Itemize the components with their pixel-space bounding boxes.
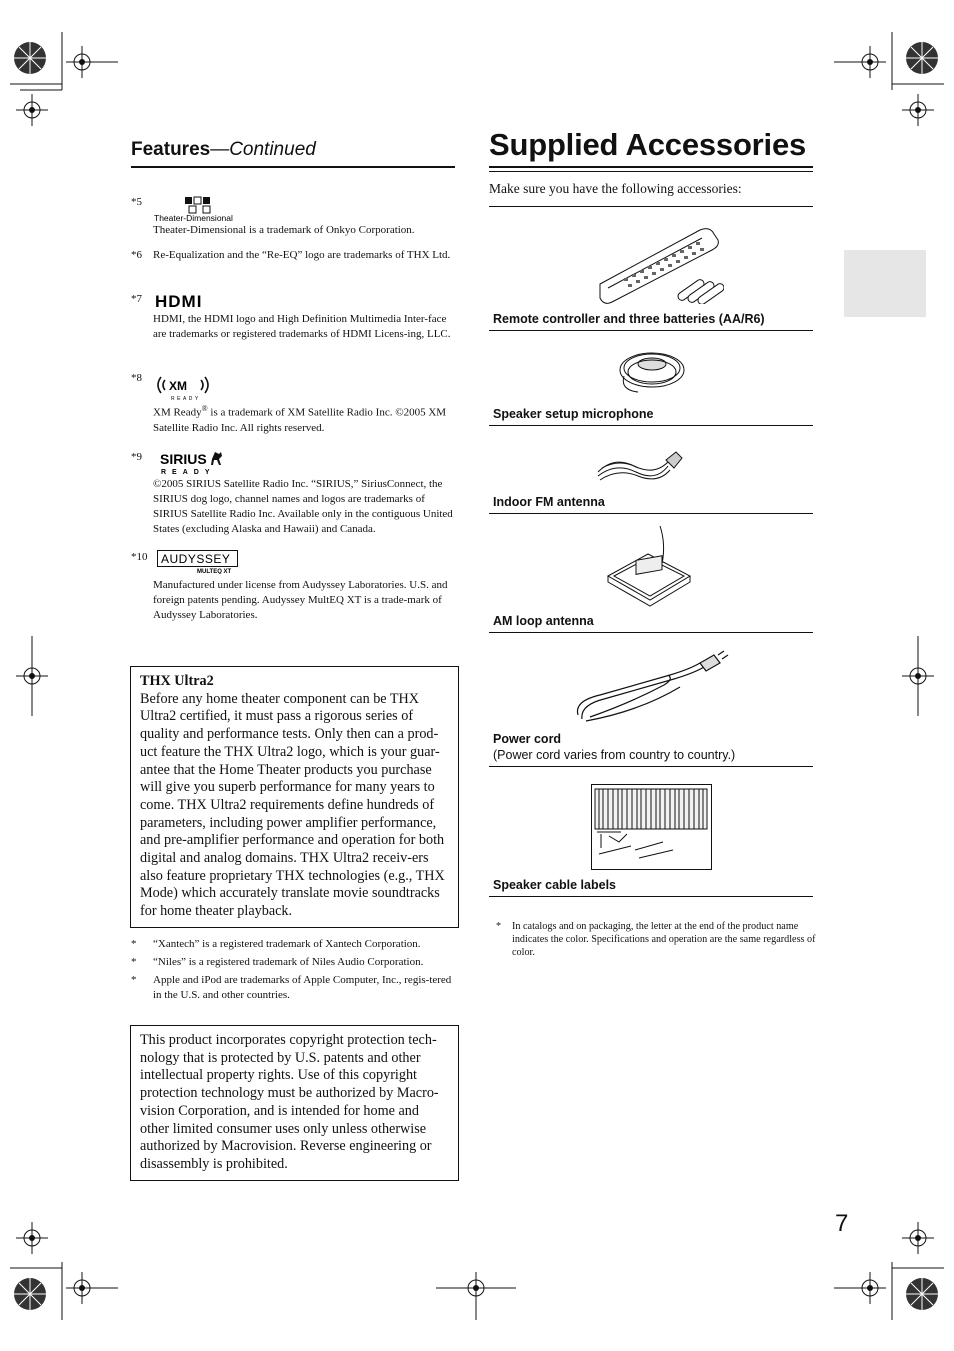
section-rule: [489, 896, 813, 897]
theater-dimensional-icon: [153, 195, 243, 223]
fm-antenna-illustration: [594, 446, 686, 488]
audyssey-logo: [157, 550, 456, 578]
copyright-box-text: This product incorporates copyright protection tech-nology that is protected by U.S. patents and other intellectual property rights. Use of this copyright protection technology must be authorized by Macro-vision Corporation, and is intended for home and other limited consumer uses only unless otherwise authorized by Macrovision. Reverse engineering or disassembly is prohibited.: [140, 1032, 439, 1172]
title-rule-thin: [489, 171, 813, 172]
svg-text:Theater-Dimensional: Theater-Dimensional: [154, 213, 233, 223]
trademark-note-9: [131, 450, 456, 537]
footnote-text: In catalogs and on packaging, the letter at the end of the product name indicates the color. Specifications and operation are the same regardless of color.: [512, 921, 816, 958]
page-number: 7: [835, 1210, 849, 1237]
thx-box-text: Before any home theater component can be THX Ultra2 certified, it must pass a rigorous series of quality and performance tests. Only then can a prod-uct feature the THX Ultra2 logo, which is your guar-antee that the Home Theater products you purchase will give you superb performance for many years to come. THX Ultra2 requirements define hundreds of parameters, including power amplifier performance, and pre-amplifier performance and operation for both digital and analog domains. THX Ultra2 receiv-ers also feature proprietary THX technologies (e.g., THX Mode) which accurately translate movie soundtracks for home theater playback.: [140, 690, 445, 920]
section-rule: [489, 330, 813, 331]
microphone-illustration: [614, 346, 690, 396]
trademark-notes: [131, 937, 456, 1006]
trademark-note-6: [131, 248, 456, 263]
section-rule: [489, 766, 813, 767]
theater-dimensional-logo: [153, 195, 456, 223]
trademark-note-5: [131, 195, 456, 238]
accessory-label: Power cord: [493, 732, 562, 746]
section-rule: [489, 425, 813, 426]
audyssey-icon: [157, 550, 241, 574]
note-item: * Apple and iPod are trademarks of Apple Computer, Inc., regis-tered in the U.S. and other countries.: [131, 974, 452, 1001]
section-heading: [131, 139, 316, 161]
color-footnote: [496, 920, 830, 959]
intro-text: Make sure you have the following accessories:: [489, 181, 742, 196]
note-number: *8: [131, 372, 142, 384]
note-text: Re-Equalization and the “Re-EQ” logo are trademarks of THX Ltd.: [153, 249, 451, 261]
note-number: *9: [131, 451, 142, 463]
hdmi-logo: [153, 292, 456, 312]
note-number: *5: [131, 196, 142, 208]
accessory-label: Speaker cable labels: [493, 878, 616, 892]
section-rule: [489, 513, 813, 514]
trademark-note-10: [131, 550, 456, 623]
power-cord-illustration: [570, 645, 730, 725]
note-text: Manufactured under license from Audyssey Laboratories. U.S. and foreign patents pending. Audyssey MultEQ XT is a trade-mark of Audyssey Laboratories.: [153, 579, 448, 621]
trademark-note-8: [131, 371, 456, 436]
hdmi-icon: [153, 292, 233, 310]
xm-ready-icon: [153, 371, 223, 401]
svg-text:AUDYSSEY: AUDYSSEY: [161, 552, 231, 566]
title-rule: [489, 166, 813, 168]
note-item: * “Xantech” is a registered trademark of Xantech Corporation.: [131, 938, 421, 950]
sirius-ready-icon: [153, 450, 243, 476]
svg-text:MULTEQ XT: MULTEQ XT: [197, 569, 232, 574]
copyright-protection-box: [130, 1025, 459, 1181]
accessory-label: AM loop antenna: [493, 614, 594, 628]
accessory-label: Remote controller and three batteries (AA/R6): [493, 312, 765, 326]
note-text: HDMI, the HDMI logo and High Definition Multimedia Inter-face are trademarks or registered trademarks of HDMI Licens-ing, LLC.: [153, 313, 451, 340]
section-rule: [489, 206, 813, 207]
svg-text:SIRIUS: SIRIUS: [160, 451, 207, 467]
accessory-label: Indoor FM antenna: [493, 495, 605, 509]
note-number: *10: [131, 551, 148, 563]
note-text: ©2005 SIRIUS Satellite Radio Inc. “SIRIUS,” SiriusConnect, the SIRIUS dog logo, channel names and logos are trademarks of SIRIUS Satellite Radio Inc. Available only in the contiguous United States (excluding Alaska and Hawaii) and Canada.: [153, 478, 453, 535]
am-antenna-illustration: [604, 524, 694, 608]
thx-box-title: THX Ultra2: [140, 673, 214, 689]
thx-ultra2-box: [130, 666, 459, 928]
note-text: XM Ready® is a trademark of XM Satellite Radio Inc. ©2005 XM Satellite Radio Inc. All rights reserved.: [153, 404, 447, 434]
note-number: *6: [131, 249, 142, 261]
svg-text:READY: READY: [171, 396, 201, 401]
section-rule: [489, 632, 813, 633]
accessory-sublabel: (Power cord varies from country to country.): [493, 748, 736, 762]
footnote-star: *: [496, 921, 502, 932]
note-item: * “Niles” is a registered trademark of Niles Audio Corporation.: [131, 956, 424, 968]
sirius-ready-logo: [153, 450, 456, 477]
remote-controller-illustration: [594, 222, 724, 304]
note-number: *7: [131, 293, 142, 305]
svg-text:HDMI: HDMI: [155, 292, 203, 310]
page-title: Supplied Accessories: [489, 127, 807, 162]
trademark-note-7: [131, 292, 456, 342]
accessory-label: Speaker setup microphone: [493, 407, 654, 421]
svg-text:READY: READY: [161, 469, 216, 476]
section-tab: [844, 250, 926, 317]
heading-main: Features: [131, 139, 211, 160]
heading-continued: —Continued: [210, 139, 316, 160]
heading-rule: [131, 166, 455, 168]
xm-ready-logo: [153, 371, 456, 401]
note-text: Theater-Dimensional is a trademark of Onkyo Corporation.: [153, 224, 415, 236]
speaker-cable-labels-illustration: [591, 784, 713, 872]
svg-text:XM: XM: [169, 379, 187, 393]
